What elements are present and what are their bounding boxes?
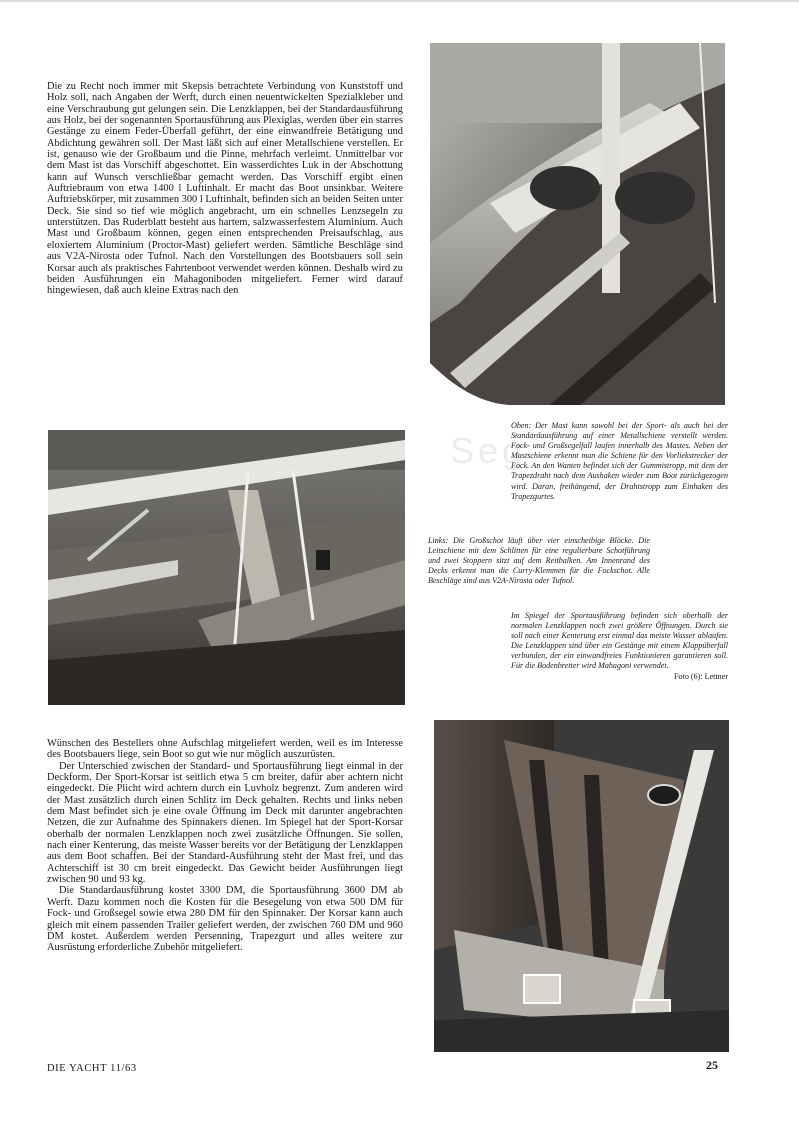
caption-left-photo: Links: Die Großschot läuft über vier einscheibige Blöcke. Die Leitschiene mit dem Schlitten für eine regulierbare Schotführung und zwei Stoppern sitzt auf dem Reitbalken. Am Innenrand des Decks erkennt man die Curry-Klemmen für die Fockschot. Alle Beschläge sind aus V2A-Nirosta oder Tufnol.: [428, 536, 650, 586]
paragraph: Die Standardausführung kostet 3300 DM, die Sportausführung 3600 DM ab Werft. Dazu kommen noch die Kosten für die Besegelung von etwa 500 DM für Fock- und Großsegel sowie etwa 280 DM für den Spinnaker. Der Korsar kann auch gleich mit einem passenden Trailer geliefert werden, der zwischen 760 DM und 960 DM kostet. Außerdem werden Persenning, Trapezgurt und alles weitere zur Ausrüstung erforderliche Zubehör mitgeliefert.: [47, 885, 403, 954]
article-text-top: [47, 81, 403, 297]
caption-top-photo: Oben: Der Mast kann sowohl bei der Sport- als auch bei der Standardausführung auf einer Metallschiene verstellt werden. Fock- und Großsegelfall laufen innerhalb des Mastes. Neben der Mastschiene erkennt man die Schiene für den Vorliekstrecker der Fock. An den Wanten befindet sich der Gummistropp, mit dem der Trapezdraht nach dem Aushaken wieder zum Boot zurückgezogen wird. Daran, freihängend, der Drahtstropp zum Einhaken des Trapezgurtes.: [511, 421, 728, 501]
paragraph: Die zu Recht noch immer mit Skepsis betrachtete Verbindung von Kunststoff und Holz soll, nach Angaben der Werft, durch einen neuentwickelten Spezialkleber und eine Verschraubung gut gelungen sein. Die Lenzklappen, bei der Standardausführung aus Holz, bei der sogenannten Sportausführung aus Plexiglas, werden über ein starres Gestänge zu einem Feder-Überfall geführt, der eine einwandfreie Betätigung und Abdichtung gewähren soll. Der Mast läßt sich auf einer Metallschiene verstellen. Er ist, genauso wie der Großbaum und die Pinne, mehrfach verleimt. Unmittelbar vor dem Mast ist das Vorschiff abgeschottet. Ein wasserdichtes Luk in der Abschottung kann auf Wunsch verschließbar gemacht werden. Das Vorschiff ergibt einen Auftriebraum von etwa 1400 l Luftinhalt. Er macht das Boot unsinkbar. Weitere Auftriebskörper, mit zusammen 300 l Luftinhalt, befinden sich an beiden Seiten unter Deck. Sie sind so tief wie möglich angebracht, um ein schnelles Lenzsegeln zu unterstützen. Das Ruderblatt besteht aus hartem, salzwasserfestem Aluminium. Auch Mast und Großbaum können, gegen einen entsprechenden Preisaufschlag, aus eloxiertem Aluminium (Proctor-Mast) geliefert werden. Sämtliche Beschläge sind aus V2A-Nirosta oder Tufnol. Nach den Vorstellungen des Bootsbauers soll sein Korsar auch als praktisches Fahrtenboot verwendet werden können. Deshalb wird zu beiden Ausführungen ein Mahagoniboden mitgeliefert. Ferner wird darauf hingewiesen, daß auch kleine Extras nach den: [47, 81, 403, 297]
photo-transom: [434, 720, 729, 1052]
mast-deck-photo-illustration: [430, 43, 725, 405]
photo-mast-deck: [430, 43, 725, 405]
caption-transom-photo: [511, 611, 728, 682]
magazine-issue: DIE YACHT 11/63: [47, 1063, 137, 1074]
caption-transom-text: Im Spiegel der Sportausführung befinden sich oberhalb der normalen Lenzklappen noch zwei größere Öffnungen. Durch sie soll nach einer Kenterung erst einmal das meiste Wasser ablaufen. Die Lenzklappen sind über ein Gestänge mit einem Klappüberfall verbunden, der ein einwandfreies Funktionieren garantieren soll. Für die Bodenbretter wird Mahagoni verwendet.: [511, 611, 728, 671]
photo-credit: Foto (6): Lettner: [674, 671, 728, 681]
top-rule: [0, 0, 799, 2]
transom-photo-illustration: [434, 720, 729, 1052]
paragraph: Wünschen des Bestellers ohne Aufschlag mitgeliefert werden, weil es im Interesse des Bootsbauers liege, sein Boot so gut wie nur möglich auszurüsten.: [47, 738, 403, 761]
photo-mainsheet-blocks: [48, 430, 405, 705]
paragraph: Der Unterschied zwischen der Standard- und Sportausführung liegt einmal in der Deckform. Der Sport-Korsar ist seitlich etwa 5 cm breiter, dafür aber achtern nicht eingedeckt. Die Plicht wird achtern durch ein Luvholz begrenzt. Zum anderen wird der Mast zusätzlich durch einen Schlitz im Deck gehalten. Rechts und links neben dem Mast befindet sich je eine ovale Öffnung im Deck mit darunter angebrachten Netzen, die zur Aufnahme des Spinnakers dienen. Im Spiegel hat der Sport-Korsar oberhalb der normalen Lenzklappen noch zwei zusätzliche Öffnungen. Sie sollen, nach einer Kenterung, das meiste Wasser bereits vor der Betätigung der Lenzklappen aus dem Boot schaffen. Bei der Standard-Ausführung steht der Mast frei, und das Achterschiff ist 30 cm breit eingedeckt. Das Gewicht beider Ausführungen liegt zwischen 90 und 93 kg.: [47, 760, 403, 886]
bleed-through-watermark: Seg: [450, 430, 527, 471]
article-text-bottom: [47, 738, 403, 954]
page-number: 25: [706, 1058, 718, 1072]
mainsheet-photo-illustration: [48, 430, 405, 705]
